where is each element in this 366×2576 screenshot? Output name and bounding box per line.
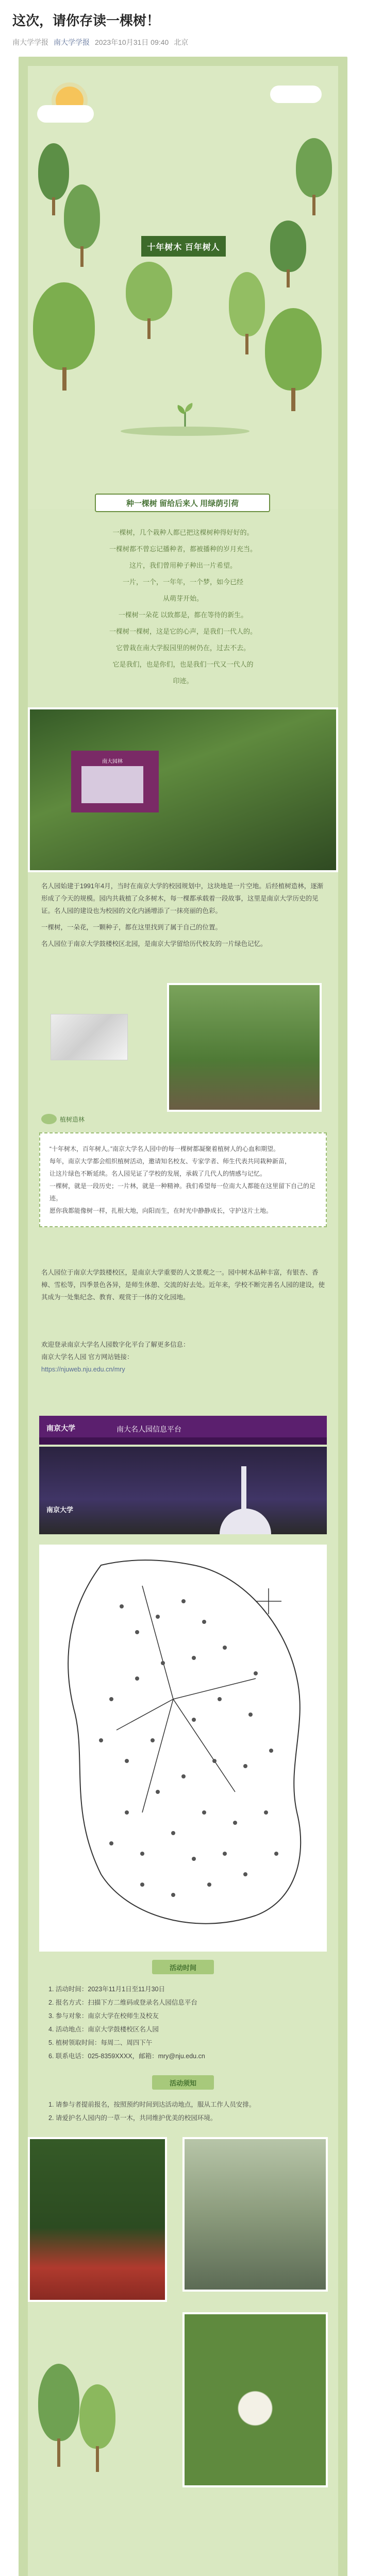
poem-line: 它曾栽在南大学报园里的树仍在，过去不去。 bbox=[115, 644, 250, 652]
account-link[interactable]: 南大学学报 bbox=[54, 38, 90, 46]
notes-item: 1. 请参与者提前报名，按照预约时间到达活动地点，服从工作人员安排。 bbox=[48, 2101, 256, 2108]
site-title: 南大名人园信息平台 bbox=[117, 1425, 181, 1433]
photo-white-flowers[interactable] bbox=[182, 2312, 328, 2487]
schedule-item: 4. 活动地点：南京大学鼓楼校区名人园 bbox=[48, 2026, 159, 2033]
poem-line: 从萌芽开始。 bbox=[162, 595, 203, 602]
tree-icon bbox=[38, 2364, 79, 2467]
link-line-2: 南京大学名人园 官方网站链接： bbox=[41, 1353, 134, 1361]
poem-line: 一棵树都不曾忘记播种者，都被播种的岁月充当。 bbox=[109, 545, 257, 553]
dome-shape bbox=[220, 1509, 271, 1534]
notice-line: 愿你我都能像树一样，扎根大地，向阳而生，在时光中静静成长，守护这片土地。 bbox=[49, 1207, 273, 1214]
article-header bbox=[0, 0, 366, 57]
schedule-item: 5. 植树领取时间：每周二、周四下午 bbox=[48, 2039, 153, 2046]
photo-stone-fragment[interactable] bbox=[51, 1014, 128, 1060]
poem-block bbox=[48, 524, 318, 689]
leaf-icon bbox=[41, 1114, 57, 1124]
schedule-item: 6. 联系电话：025-8359XXXX，邮箱：mry@nju.edu.cn bbox=[48, 2053, 205, 2060]
section-title-notes: 活动须知 bbox=[152, 2075, 214, 2090]
schedule-item: 2. 报名方式：扫描下方二维码或登录名人园信息平台 bbox=[48, 1999, 197, 2006]
meta-account[interactable]: 南大学学报 bbox=[12, 38, 48, 46]
poem-line: 它是我们，也是你们，也是我们一代又一代人的 bbox=[112, 660, 254, 668]
garden-map[interactable] bbox=[39, 1545, 327, 1952]
publish-location: 北京 bbox=[174, 38, 189, 46]
hero-banner: 十年树木 百年树人 bbox=[141, 236, 226, 257]
site-logo: 南京大学 bbox=[46, 1424, 75, 1432]
poem-line: 一棵树一朵花 以致都是，都在等待的新生。 bbox=[118, 611, 248, 619]
tree-icon bbox=[265, 308, 322, 411]
notice-line: 让这片绿色不断延续。名人园见证了学校的发展，承载了几代人的情感与记忆。 bbox=[49, 1170, 267, 1177]
photo-campus[interactable] bbox=[39, 1447, 327, 1534]
tree-icon bbox=[64, 184, 100, 267]
poem-line: 一棵树一棵树，这是它的心声，是我们一代人的。 bbox=[109, 628, 257, 635]
article-content bbox=[28, 66, 338, 2576]
tree-icon bbox=[270, 221, 306, 287]
intro-paragraph bbox=[41, 880, 325, 950]
tag-label: 植树造林 bbox=[60, 1115, 85, 1123]
website-link[interactable]: https://njuweb.nju.edu.cn/mry bbox=[41, 1366, 125, 1373]
intro-text-3: 名人园位于南京大学鼓楼校区北园，是南京大学留给历代校友的一片绿色记忆。 bbox=[41, 940, 267, 947]
site-nav bbox=[39, 1437, 327, 1445]
section-title-schedule: 活动时间 bbox=[152, 1960, 214, 1974]
link-line-1: 欢迎登录南京大学名人园数字化平台了解更多信息： bbox=[41, 1341, 190, 1348]
notice-line: 每年，南京大学都会组织植树活动，邀请知名校友、专家学者、师生代表共同栽种新苗， bbox=[49, 1158, 291, 1165]
article-title: 这次，请你存读一棵树！ bbox=[12, 13, 160, 28]
schedule-item: 3. 参与对象：南京大学在校师生及校友 bbox=[48, 2012, 159, 2020]
schedule-list bbox=[48, 1982, 317, 2063]
tree-icon bbox=[126, 262, 172, 339]
site-banner[interactable] bbox=[39, 1416, 327, 1445]
tree-icon bbox=[79, 2384, 115, 2472]
intro-text: 名人园始建于1991年4月，当时在南京大学的校园规划中，这块地是一片空地。后经植树造林，逐渐形成了今天的规模。园内共栽植了众多树木，每一棵都承载着一段故事，这里是南京大学历史的见证。名人园的建设也为校园的文化内涵增添了一抹亮丽的色彩。 bbox=[41, 883, 324, 914]
photo-bird[interactable] bbox=[182, 2137, 328, 2292]
section-title-plant: 种一棵树 留给后来人 用绿荫引荷 bbox=[95, 494, 270, 512]
hero-illustration bbox=[28, 66, 338, 509]
publish-date: 2023年10月31日 09:40 bbox=[95, 38, 169, 46]
tree-icon bbox=[229, 272, 265, 354]
poem-line: 这片，我们曾用种子种出一片希望。 bbox=[129, 562, 237, 569]
tree-icon bbox=[33, 282, 95, 391]
article-body bbox=[19, 57, 347, 2576]
notes-item: 2. 请爱护名人园内的一草一木，共同维护优美的校园环境。 bbox=[48, 2114, 217, 2122]
link-block bbox=[41, 1338, 325, 1376]
tag-planting bbox=[41, 1114, 85, 1124]
photo-garden-gate[interactable] bbox=[28, 707, 338, 872]
sprout-icon bbox=[175, 401, 195, 427]
notes-list bbox=[48, 2098, 317, 2125]
gate-sign-title: 南大园林 bbox=[102, 759, 123, 765]
mid-paragraph: 名人园位于南京大学鼓楼校区，是南京大学重要的人文景观之一。园中树木品种丰富，有银杏、香樟、雪松等，四季景色各异，是师生休憩、交流的好去处。近年来，学校不断完善名人园的建设，使其成为一处集纪念、教育、观赏于一体的文化园地。 bbox=[41, 1269, 325, 1301]
notice-line: “十年树木，百年树人。”南京大学名人园中的每一棵树都凝聚着植树人的心血和期望。 bbox=[49, 1145, 279, 1153]
notice-box bbox=[39, 1132, 327, 1227]
cloud-icon bbox=[270, 86, 322, 103]
intro-text-2: 一棵树，一朵花，一颗种子，都在这里找到了属于自己的位置。 bbox=[41, 924, 222, 931]
poem-line: 一棵树，几个栽种人都已把这棵树种得好好的。 bbox=[112, 529, 254, 536]
poem-line: 一片，一个，一年年，一个梦，如今已经 bbox=[122, 578, 243, 586]
tree-icon bbox=[296, 138, 332, 215]
cloud-icon bbox=[37, 105, 94, 123]
gate-sign bbox=[81, 766, 143, 803]
notice-line: 一棵树，就是一段历史；一片林，就是一种精神。我们希望每一位南大人都能在这里留下自己的足迹。 bbox=[49, 1182, 316, 1202]
photo-flower-bouquet[interactable] bbox=[167, 983, 322, 1112]
ground-shape bbox=[121, 427, 249, 436]
article-meta bbox=[12, 37, 354, 47]
campus-caption: 南京大学 bbox=[46, 1506, 74, 1514]
poem-line: 印迹。 bbox=[173, 677, 193, 685]
schedule-item: 1. 活动时间：2023年11月1日至11月30日 bbox=[48, 1986, 165, 1993]
photo-red-flowers[interactable] bbox=[28, 2137, 167, 2302]
